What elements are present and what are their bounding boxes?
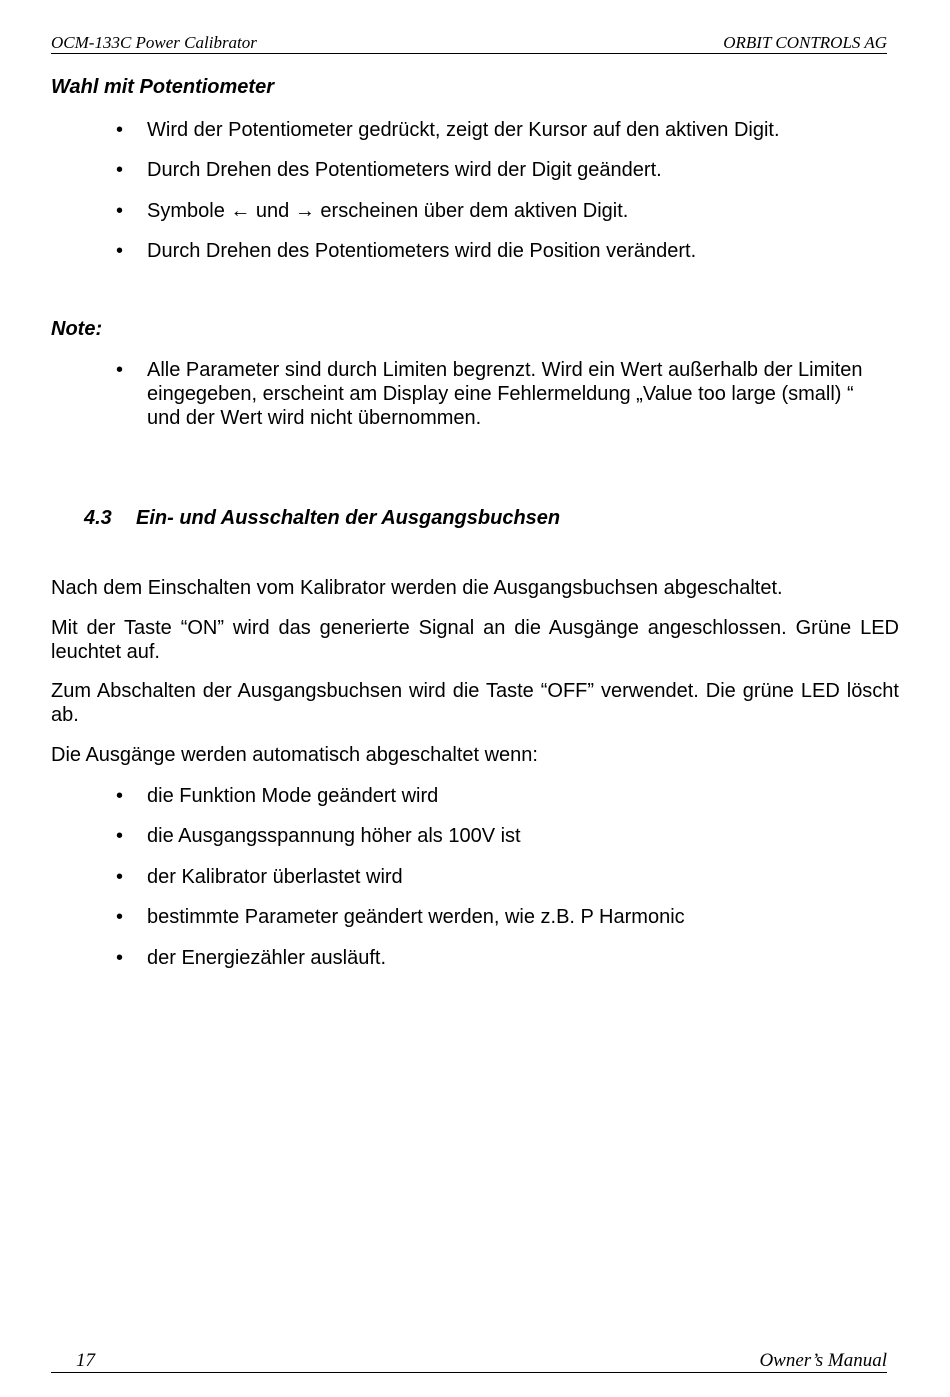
bullet-icon: •: [116, 359, 124, 381]
bullet-icon: •: [116, 866, 124, 888]
header-company-name: ORBIT CONTROLS AG: [723, 33, 887, 52]
list-item-text: die Funktion Mode geändert wird: [147, 785, 439, 807]
bullet-icon: •: [116, 159, 124, 181]
potentiometer-heading: Wahl mit Potentiometer: [51, 76, 274, 98]
note-heading: Note:: [51, 318, 103, 340]
bullet-icon: •: [116, 825, 124, 847]
list-item-text: Alle Parameter sind durch Limiten begrenzt. Wird ein Wert außerhalb der Limiten eingegeben, erscheint am Display eine Fehlermeldung „Value too large (small) “ und der Wert wird nicht übernommen.: [147, 359, 863, 429]
section-title-text: Ein- und Ausschalten der Ausgangsbuchsen: [136, 507, 561, 529]
bullet-icon: •: [116, 119, 124, 141]
page-number: 17: [76, 1350, 95, 1371]
bullet-icon: •: [116, 947, 124, 969]
paragraph: Zum Abschalten der Ausgangsbuchsen wird die Taste “OFF” verwendet. Die grüne LED löscht ab.: [51, 680, 899, 726]
list-item-text: der Energiezähler ausläuft.: [147, 947, 387, 969]
section-title: [84, 507, 560, 530]
footer-manual-title: Owner’s Manual: [759, 1350, 887, 1371]
paragraph: Die Ausgänge werden automatisch abgeschaltet wenn:: [51, 744, 538, 766]
list-item-text: Durch Drehen des Potentiometers wird der Digit geändert.: [147, 159, 662, 181]
list-item-text: Wird der Potentiometer gedrückt, zeigt der Kursor auf den aktiven Digit.: [147, 119, 780, 141]
paragraph: Nach dem Einschalten vom Kalibrator werden die Ausgangsbuchsen abgeschaltet.: [51, 577, 783, 599]
list-item-text: bestimmte Parameter geändert werden, wie z.B. P Harmonic: [147, 906, 685, 928]
header-document-title: OCM-133C Power Calibrator: [51, 33, 257, 52]
bullet-icon: •: [116, 200, 124, 222]
bullet-icon: •: [116, 240, 124, 262]
page-header: [51, 33, 887, 54]
bullet-icon: •: [116, 785, 124, 807]
list-item-text: Symbole ← und → erscheinen über dem aktiven Digit.: [147, 200, 629, 222]
list-item-text: Durch Drehen des Potentiometers wird die Position verändert.: [147, 240, 697, 262]
section-number: 4.3: [84, 507, 112, 529]
list-item-text: die Ausgangsspannung höher als 100V ist: [147, 825, 521, 847]
bullet-icon: •: [116, 906, 124, 928]
paragraph: Mit der Taste “ON” wird das generierte Signal an die Ausgänge angeschlossen. Grüne LED leuchtet auf.: [51, 617, 899, 663]
page-footer: [51, 1350, 887, 1373]
list-item-text: der Kalibrator überlastet wird: [147, 866, 403, 888]
